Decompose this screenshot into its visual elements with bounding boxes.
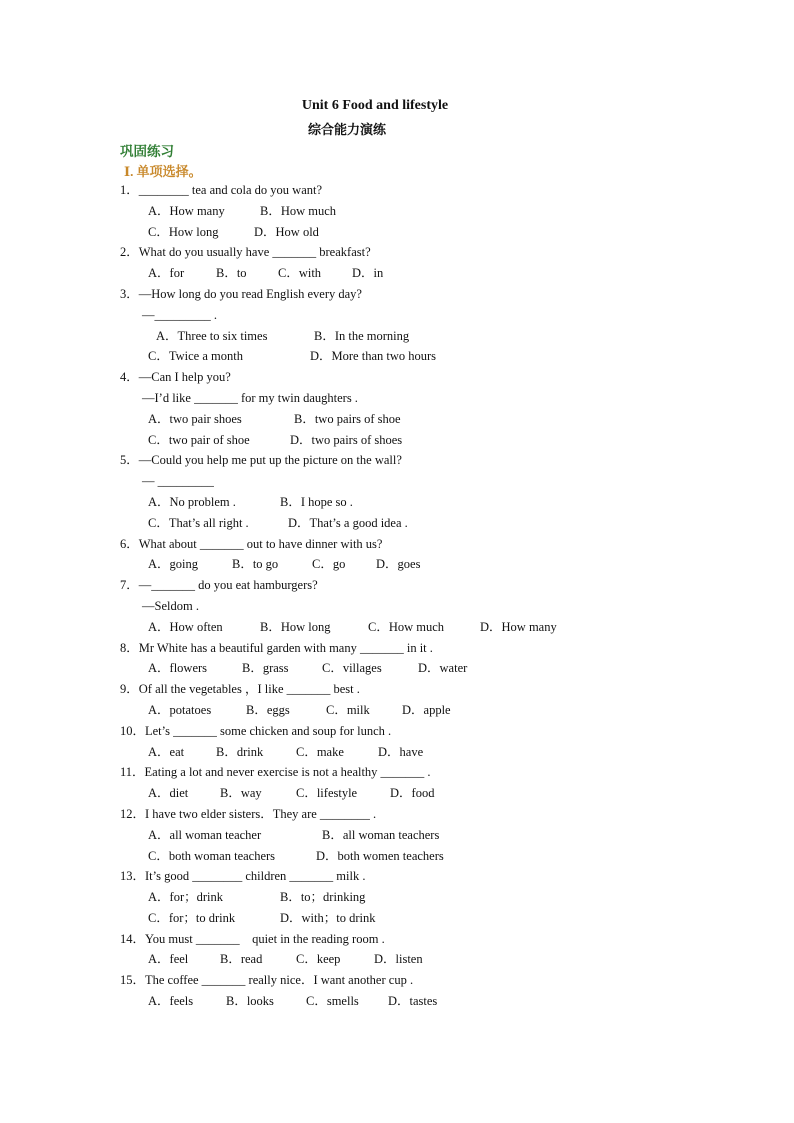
answer-option[interactable]: D．How old (254, 224, 319, 239)
option-row (120, 887, 760, 908)
answer-option[interactable]: C．smells (306, 994, 359, 1009)
option-row (120, 513, 760, 534)
answer-option[interactable]: B．to go (232, 557, 279, 572)
option-row (120, 825, 760, 846)
question-stem: 4．—Can I help you? (120, 370, 231, 385)
answer-option[interactable]: D．have (378, 744, 424, 759)
answer-option[interactable]: C．villages (322, 661, 382, 676)
answer-option[interactable]: D．tastes (388, 994, 438, 1009)
option-row (120, 263, 760, 284)
section-heading: 巩固练习 (120, 144, 174, 159)
question-stem: 13．It’s good ________ children _______ milk . (120, 869, 366, 884)
option-row (120, 949, 760, 970)
answer-option[interactable]: B．I hope so . (280, 494, 353, 509)
answer-option[interactable]: C．two pair of shoe (148, 432, 250, 447)
option-row (120, 658, 760, 679)
answer-option[interactable]: C．with (278, 266, 322, 281)
question-stem: 11．Eating a lot and never exercise is not a healthy _______ . (120, 765, 431, 780)
page-title: Unit 6 Food and lifestyle (301, 98, 449, 113)
answer-option[interactable]: C．milk (326, 702, 370, 717)
answer-option[interactable]: D．two pairs of shoes (290, 432, 403, 447)
answer-option[interactable]: B．How much (260, 203, 337, 218)
option-row (120, 554, 760, 575)
option-row (120, 492, 760, 513)
answer-option[interactable]: D．More than two hours (310, 349, 437, 364)
answer-option[interactable]: C．How much (368, 619, 445, 634)
question-response-line: — _________ (142, 474, 214, 489)
answer-option[interactable]: C．keep (296, 952, 341, 967)
answer-option[interactable]: C．lifestyle (296, 786, 358, 801)
answer-option[interactable]: B．grass (242, 661, 289, 676)
answer-option[interactable]: B．In the morning (314, 328, 410, 343)
answer-option[interactable]: A．all woman teacher (148, 827, 262, 842)
part-heading: Ⅰ. 单项选择。 (124, 164, 202, 179)
answer-option[interactable]: B．drink (216, 744, 264, 759)
answer-option[interactable]: B．all woman teachers (322, 827, 440, 842)
answer-option[interactable]: D．water (418, 661, 468, 676)
option-row (120, 742, 760, 763)
page-subtitle: 综合能力演练 (307, 122, 386, 137)
answer-option[interactable]: B．two pairs of shoe (294, 411, 401, 426)
answer-option[interactable]: C．make (296, 744, 344, 759)
answer-option[interactable]: A．for (148, 266, 185, 281)
answer-option[interactable]: A．potatoes (148, 702, 212, 717)
answer-option[interactable]: C．both woman teachers (148, 848, 276, 863)
answer-option[interactable]: A．No problem . (148, 494, 236, 509)
answer-option[interactable]: C．for；to drink (148, 910, 236, 925)
answer-option[interactable]: B．to；drinking (280, 890, 366, 905)
answer-option[interactable]: C．Twice a month (148, 349, 243, 364)
question-stem: 3．—How long do you read English every day? (120, 286, 362, 301)
answer-option[interactable]: D．That’s a good idea . (288, 515, 408, 530)
answer-option[interactable]: D．both women teachers (316, 848, 444, 863)
answer-option[interactable]: A．feel (148, 952, 189, 967)
option-row (120, 409, 760, 430)
question-stem: 2．What do you usually have _______ breakfast? (120, 245, 371, 260)
answer-option[interactable]: A．How many (148, 203, 225, 218)
answer-option[interactable]: D．with；to drink (280, 910, 376, 925)
question-stem: 5．—Could you help me put up the picture on the wall? (120, 453, 402, 468)
option-row (120, 991, 760, 1012)
question-stem: 10．Let’s _______ some chicken and soup for lunch . (120, 723, 392, 738)
option-row (120, 201, 760, 222)
question-response-line: —_________ . (142, 307, 217, 322)
option-row (120, 430, 760, 451)
question-stem: 14．You must _______ quiet in the reading room . (120, 931, 385, 946)
option-row (120, 700, 760, 721)
option-row (120, 222, 760, 243)
answer-option[interactable]: D．listen (374, 952, 423, 967)
answer-option[interactable]: B．to (216, 266, 247, 281)
answer-option[interactable]: A．flowers (148, 661, 208, 676)
answer-option[interactable]: A．for；drink (148, 890, 223, 905)
question-stem: 15．The coffee _______ really nice．I want another cup . (120, 973, 414, 988)
question-list (120, 180, 760, 1012)
answer-option[interactable]: D．apple (402, 702, 451, 717)
question-stem: 7．—_______ do you eat hamburgers? (120, 578, 318, 593)
question-stem: 8．Mr White has a beautiful garden with many _______ in it . (120, 640, 433, 655)
answer-option[interactable]: A．diet (148, 786, 189, 801)
answer-option[interactable]: B．looks (226, 994, 274, 1009)
answer-option[interactable]: A．eat (148, 744, 185, 759)
answer-option[interactable]: A．feels (148, 994, 194, 1009)
answer-option[interactable]: D．How many (480, 619, 557, 634)
answer-option[interactable]: A．How often (148, 619, 223, 634)
question-stem: 12．I have two elder sisters．They are ________ . (120, 806, 377, 821)
question-stem: 6．What about _______ out to have dinner with us? (120, 536, 383, 551)
answer-option[interactable]: C．That’s all right . (148, 515, 249, 530)
question-stem: 1．________ tea and cola do you want? (120, 183, 323, 197)
question-response-line: —I’d like _______ for my twin daughters . (142, 390, 358, 405)
answer-option[interactable]: B．How long (260, 619, 331, 634)
option-row (120, 783, 760, 804)
answer-option[interactable]: A．going (148, 557, 199, 572)
option-row (120, 617, 760, 638)
answer-option[interactable]: B．eggs (246, 702, 290, 717)
answer-option[interactable]: B．read (220, 952, 263, 967)
answer-option[interactable]: B．way (220, 786, 262, 801)
question-stem: 9．Of all the vegetables ，I like _______ best . (120, 682, 360, 697)
question-response-line: —Seldom . (142, 598, 199, 613)
answer-option[interactable]: D．goes (376, 557, 421, 572)
answer-option[interactable]: D．food (390, 786, 435, 801)
answer-option[interactable]: A．Three to six times (156, 328, 268, 343)
option-row (120, 326, 760, 347)
answer-option[interactable]: D．in (352, 266, 384, 281)
answer-option[interactable]: C．How long (148, 224, 219, 239)
answer-option[interactable]: C．go (312, 557, 346, 572)
answer-option[interactable]: A．two pair shoes (148, 411, 242, 426)
option-row (120, 346, 760, 367)
option-row (120, 908, 760, 929)
option-row (120, 846, 760, 867)
